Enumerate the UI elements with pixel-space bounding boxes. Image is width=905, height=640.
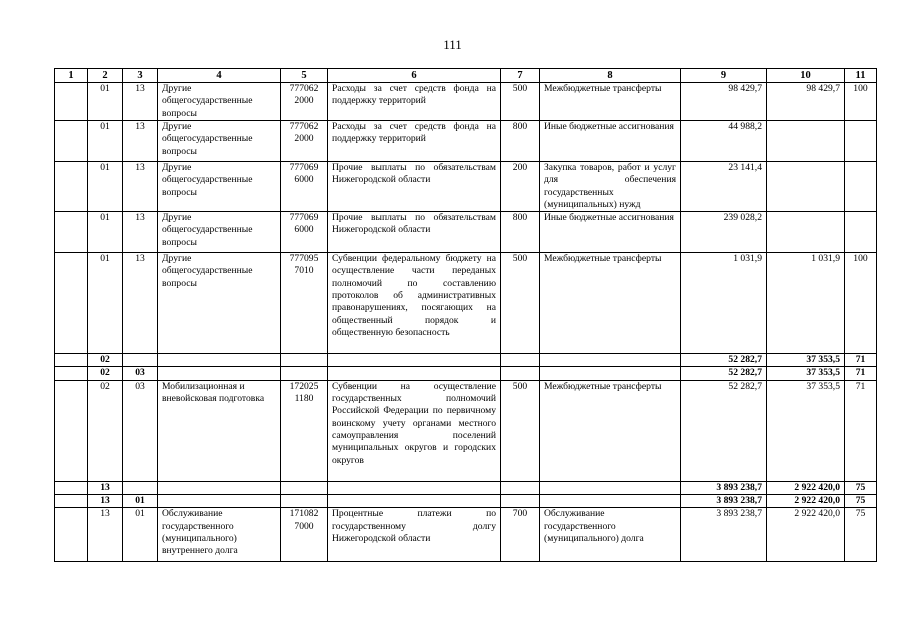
target-article: 171082 7000 <box>281 508 328 562</box>
executed-amount <box>767 121 845 162</box>
execution-percent: 100 <box>845 253 877 354</box>
section-code: 13 <box>88 508 123 562</box>
expense-type-name: Иные бюджетные ассигнования <box>540 121 681 162</box>
subsection-code: 01 <box>123 495 158 508</box>
section-code: 01 <box>88 121 123 162</box>
planned-amount: 3 893 238,7 <box>681 481 767 494</box>
target-article <box>281 481 328 494</box>
subsection-code: 13 <box>123 83 158 121</box>
expense-type-name: Обслуживание государственного (муниципального) долга <box>540 508 681 562</box>
subsection-code: 13 <box>123 212 158 253</box>
expense-description: Расходы за счет средств фонда на поддержку территорий <box>328 121 501 162</box>
section-name: Обслуживание государственного (муниципального) внутреннего долга <box>158 508 281 562</box>
executed-amount: 2 922 420,0 <box>767 481 845 494</box>
cell-col1 <box>55 212 88 253</box>
cell-col1 <box>55 481 88 494</box>
expense-type-code: 500 <box>501 253 540 354</box>
expense-type-code <box>501 481 540 494</box>
expense-type-code <box>501 367 540 380</box>
expense-description: Субвенции на осуществление государственных полномочий Российской Федерации по первичному воинскому учету органами местного самоуправления поселений муниципальных округов и городских округов <box>328 380 501 481</box>
expense-type-name: Межбюджетные трансферты <box>540 380 681 481</box>
execution-percent: 100 <box>845 83 877 121</box>
executed-amount: 2 922 420,0 <box>767 508 845 562</box>
planned-amount: 98 429,7 <box>681 83 767 121</box>
expense-description <box>328 495 501 508</box>
expense-type-code <box>501 354 540 367</box>
target-article: 777062 2000 <box>281 83 328 121</box>
execution-percent: 71 <box>845 380 877 481</box>
expense-type-name: Межбюджетные трансферты <box>540 253 681 354</box>
table-body <box>55 83 877 562</box>
header-row <box>55 69 877 83</box>
planned-amount: 1 031,9 <box>681 253 767 354</box>
execution-percent <box>845 212 877 253</box>
target-article: 777095 7010 <box>281 253 328 354</box>
target-article <box>281 495 328 508</box>
column-header-7: 7 <box>501 69 540 83</box>
table-row <box>55 212 877 253</box>
subtotal-row <box>55 495 877 508</box>
cell-col1 <box>55 508 88 562</box>
section-code: 01 <box>88 162 123 212</box>
subsection-code: 13 <box>123 121 158 162</box>
planned-amount: 52 282,7 <box>681 380 767 481</box>
table-row <box>55 83 877 121</box>
expense-type-name <box>540 367 681 380</box>
executed-amount <box>767 162 845 212</box>
column-header-2: 2 <box>88 69 123 83</box>
executed-amount: 1 031,9 <box>767 253 845 354</box>
section-name: Другие общегосударственные вопросы <box>158 253 281 354</box>
subsection-code: 03 <box>123 380 158 481</box>
subsection-code: 13 <box>123 162 158 212</box>
expense-type-code: 700 <box>501 508 540 562</box>
table-row <box>55 162 877 212</box>
subsection-code: 13 <box>123 253 158 354</box>
target-article: 777069 6000 <box>281 212 328 253</box>
planned-amount: 52 282,7 <box>681 354 767 367</box>
section-name <box>158 367 281 380</box>
target-article: 777062 2000 <box>281 121 328 162</box>
planned-amount: 52 282,7 <box>681 367 767 380</box>
cell-col1 <box>55 367 88 380</box>
column-header-6: 6 <box>328 69 501 83</box>
cell-col1 <box>55 162 88 212</box>
column-header-11: 11 <box>845 69 877 83</box>
expense-type-name <box>540 481 681 494</box>
section-name: Другие общегосударственные вопросы <box>158 162 281 212</box>
expense-type-name <box>540 354 681 367</box>
expense-type-name: Межбюджетные трансферты <box>540 83 681 121</box>
cell-col1 <box>55 354 88 367</box>
expense-type-name <box>540 495 681 508</box>
target-article: 172025 1180 <box>281 380 328 481</box>
section-name <box>158 481 281 494</box>
execution-percent: 75 <box>845 495 877 508</box>
section-code: 01 <box>88 212 123 253</box>
subtotal-row <box>55 354 877 367</box>
expense-description: Прочие выплаты по обязательствам Нижегородской области <box>328 162 501 212</box>
execution-percent: 75 <box>845 481 877 494</box>
page-number: 111 <box>443 37 462 52</box>
expense-description <box>328 354 501 367</box>
column-header-9: 9 <box>681 69 767 83</box>
section-code: 02 <box>88 380 123 481</box>
execution-percent: 75 <box>845 508 877 562</box>
expense-description: Субвенции федеральному бюджету на осуществление части переданых полномочий по составлению протоколов об административных правонарушениях, посягающих на общественный порядок и общественную безопасность <box>328 253 501 354</box>
expense-type-code: 800 <box>501 212 540 253</box>
executed-amount: 2 922 420,0 <box>767 495 845 508</box>
expense-description <box>328 367 501 380</box>
executed-amount: 37 353,5 <box>767 367 845 380</box>
executed-amount: 37 353,5 <box>767 380 845 481</box>
section-name <box>158 354 281 367</box>
expense-type-code: 800 <box>501 121 540 162</box>
planned-amount: 3 893 238,7 <box>681 495 767 508</box>
cell-col1 <box>55 495 88 508</box>
expense-type-name: Иные бюджетные ассигнования <box>540 212 681 253</box>
column-header-10: 10 <box>767 69 845 83</box>
executed-amount: 98 429,7 <box>767 83 845 121</box>
cell-col1 <box>55 253 88 354</box>
planned-amount: 239 028,2 <box>681 212 767 253</box>
subsection-code: 01 <box>123 508 158 562</box>
target-article: 777069 6000 <box>281 162 328 212</box>
executed-amount <box>767 212 845 253</box>
cell-col1 <box>55 83 88 121</box>
execution-percent: 71 <box>845 367 877 380</box>
expense-description: Процентные платежи по государственному долгу Нижегородской области <box>328 508 501 562</box>
expense-description: Расходы за счет средств фонда на поддержку территорий <box>328 83 501 121</box>
table-row <box>55 121 877 162</box>
column-header-8: 8 <box>540 69 681 83</box>
section-code: 02 <box>88 367 123 380</box>
expense-description <box>328 481 501 494</box>
section-code: 13 <box>88 495 123 508</box>
section-name: Мобилизационная и вневойсковая подготовка <box>158 380 281 481</box>
execution-percent: 71 <box>845 354 877 367</box>
planned-amount: 3 893 238,7 <box>681 508 767 562</box>
section-code: 01 <box>88 253 123 354</box>
subsection-code: 03 <box>123 367 158 380</box>
subsection-code <box>123 354 158 367</box>
expense-type-code: 500 <box>501 380 540 481</box>
section-name: Другие общегосударственные вопросы <box>158 83 281 121</box>
expense-description: Прочие выплаты по обязательствам Нижегородской области <box>328 212 501 253</box>
column-header-3: 3 <box>123 69 158 83</box>
section-name: Другие общегосударственные вопросы <box>158 121 281 162</box>
section-code: 02 <box>88 354 123 367</box>
expense-type-name: Закупка товаров, работ и услуг для обеспечения государственных (муниципальных) нужд <box>540 162 681 212</box>
table-row <box>55 380 877 481</box>
execution-percent <box>845 162 877 212</box>
section-code: 13 <box>88 481 123 494</box>
cell-col1 <box>55 380 88 481</box>
subsection-code <box>123 481 158 494</box>
subtotal-row <box>55 481 877 494</box>
expense-type-code: 500 <box>501 83 540 121</box>
section-code: 01 <box>88 83 123 121</box>
target-article <box>281 367 328 380</box>
subtotal-row <box>55 367 877 380</box>
column-header-1: 1 <box>55 69 88 83</box>
cell-col1 <box>55 121 88 162</box>
expense-type-code <box>501 495 540 508</box>
executed-amount: 37 353,5 <box>767 354 845 367</box>
table-row <box>55 253 877 354</box>
column-header-5: 5 <box>281 69 328 83</box>
section-name: Другие общегосударственные вопросы <box>158 212 281 253</box>
section-name <box>158 495 281 508</box>
column-header-4: 4 <box>158 69 281 83</box>
budget-table <box>54 68 877 562</box>
execution-percent <box>845 121 877 162</box>
expense-type-code: 200 <box>501 162 540 212</box>
planned-amount: 23 141,4 <box>681 162 767 212</box>
planned-amount: 44 988,2 <box>681 121 767 162</box>
table-row <box>55 508 877 562</box>
target-article <box>281 354 328 367</box>
